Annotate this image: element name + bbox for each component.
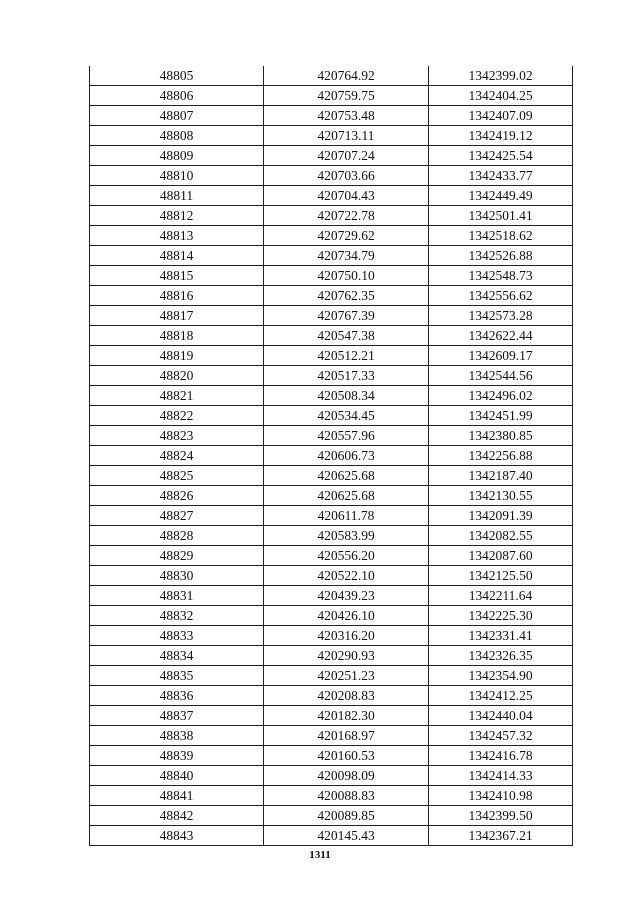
table-row <box>90 766 573 786</box>
y-coordinate-cell: 1342367.21 <box>429 826 573 846</box>
point-id-cell: 48815 <box>90 266 264 286</box>
x-coordinate-cell: 420182.30 <box>264 706 429 726</box>
x-coordinate-cell: 420557.96 <box>264 426 429 446</box>
x-coordinate-cell: 420753.48 <box>264 106 429 126</box>
table-row <box>90 186 573 206</box>
x-coordinate-cell: 420764.92 <box>264 66 429 86</box>
y-coordinate-cell: 1342609.17 <box>429 346 573 366</box>
table-row <box>90 806 573 826</box>
x-coordinate-cell: 420517.33 <box>264 366 429 386</box>
point-id-cell: 48818 <box>90 326 264 346</box>
point-id-cell: 48840 <box>90 766 264 786</box>
page-number: 1311 <box>309 849 331 861</box>
x-coordinate-cell: 420522.10 <box>264 566 429 586</box>
x-coordinate-cell: 420088.83 <box>264 786 429 806</box>
y-coordinate-cell: 1342501.41 <box>429 206 573 226</box>
y-coordinate-cell: 1342326.35 <box>429 646 573 666</box>
y-coordinate-cell: 1342087.60 <box>429 546 573 566</box>
table-row <box>90 786 573 806</box>
x-coordinate-cell: 420759.75 <box>264 86 429 106</box>
table-row <box>90 826 573 846</box>
table-row <box>90 226 573 246</box>
y-coordinate-cell: 1342399.50 <box>429 806 573 826</box>
point-id-cell: 48825 <box>90 466 264 486</box>
y-coordinate-cell: 1342548.73 <box>429 266 573 286</box>
point-id-cell: 48843 <box>90 826 264 846</box>
point-id-cell: 48835 <box>90 666 264 686</box>
x-coordinate-cell: 420145.43 <box>264 826 429 846</box>
point-id-cell: 48807 <box>90 106 264 126</box>
point-id-cell: 48812 <box>90 206 264 226</box>
x-coordinate-cell: 420611.78 <box>264 506 429 526</box>
table-body <box>90 66 573 846</box>
x-coordinate-cell: 420583.99 <box>264 526 429 546</box>
x-coordinate-cell: 420704.43 <box>264 186 429 206</box>
point-id-cell: 48826 <box>90 486 264 506</box>
y-coordinate-cell: 1342125.50 <box>429 566 573 586</box>
x-coordinate-cell: 420707.24 <box>264 146 429 166</box>
point-id-cell: 48809 <box>90 146 264 166</box>
point-id-cell: 48805 <box>90 66 264 86</box>
x-coordinate-cell: 420762.35 <box>264 286 429 306</box>
y-coordinate-cell: 1342256.88 <box>429 446 573 466</box>
point-id-cell: 48822 <box>90 406 264 426</box>
point-id-cell: 48814 <box>90 246 264 266</box>
y-coordinate-cell: 1342399.02 <box>429 66 573 86</box>
point-id-cell: 48837 <box>90 706 264 726</box>
x-coordinate-cell: 420750.10 <box>264 266 429 286</box>
y-coordinate-cell: 1342518.62 <box>429 226 573 246</box>
y-coordinate-cell: 1342440.04 <box>429 706 573 726</box>
table-row <box>90 746 573 766</box>
x-coordinate-cell: 420734.79 <box>264 246 429 266</box>
coordinate-table <box>89 66 573 846</box>
y-coordinate-cell: 1342622.44 <box>429 326 573 346</box>
point-id-cell: 48806 <box>90 86 264 106</box>
point-id-cell: 48827 <box>90 506 264 526</box>
x-coordinate-cell: 420251.23 <box>264 666 429 686</box>
point-id-cell: 48819 <box>90 346 264 366</box>
point-id-cell: 48829 <box>90 546 264 566</box>
x-coordinate-cell: 420098.09 <box>264 766 429 786</box>
y-coordinate-cell: 1342419.12 <box>429 126 573 146</box>
x-coordinate-cell: 420160.53 <box>264 746 429 766</box>
table-row <box>90 646 573 666</box>
y-coordinate-cell: 1342556.62 <box>429 286 573 306</box>
table-row <box>90 326 573 346</box>
point-id-cell: 48808 <box>90 126 264 146</box>
x-coordinate-cell: 420508.34 <box>264 386 429 406</box>
x-coordinate-cell: 420316.20 <box>264 626 429 646</box>
point-id-cell: 48813 <box>90 226 264 246</box>
table-row <box>90 166 573 186</box>
table-row <box>90 686 573 706</box>
table-row <box>90 286 573 306</box>
table-row <box>90 526 573 546</box>
y-coordinate-cell: 1342354.90 <box>429 666 573 686</box>
table-row <box>90 666 573 686</box>
table-row <box>90 146 573 166</box>
x-coordinate-cell: 420729.62 <box>264 226 429 246</box>
x-coordinate-cell: 420767.39 <box>264 306 429 326</box>
y-coordinate-cell: 1342404.25 <box>429 86 573 106</box>
point-id-cell: 48839 <box>90 746 264 766</box>
y-coordinate-cell: 1342211.64 <box>429 586 573 606</box>
y-coordinate-cell: 1342380.85 <box>429 426 573 446</box>
point-id-cell: 48830 <box>90 566 264 586</box>
table-row <box>90 626 573 646</box>
table-row <box>90 706 573 726</box>
x-coordinate-cell: 420713.11 <box>264 126 429 146</box>
table-row <box>90 206 573 226</box>
point-id-cell: 48833 <box>90 626 264 646</box>
point-id-cell: 48828 <box>90 526 264 546</box>
y-coordinate-cell: 1342416.78 <box>429 746 573 766</box>
table-row <box>90 446 573 466</box>
y-coordinate-cell: 1342130.55 <box>429 486 573 506</box>
y-coordinate-cell: 1342407.09 <box>429 106 573 126</box>
point-id-cell: 48821 <box>90 386 264 406</box>
x-coordinate-cell: 420606.73 <box>264 446 429 466</box>
y-coordinate-cell: 1342433.77 <box>429 166 573 186</box>
point-id-cell: 48838 <box>90 726 264 746</box>
x-coordinate-cell: 420439.23 <box>264 586 429 606</box>
table-row <box>90 346 573 366</box>
x-coordinate-cell: 420722.78 <box>264 206 429 226</box>
table-row <box>90 246 573 266</box>
point-id-cell: 48824 <box>90 446 264 466</box>
x-coordinate-cell: 420625.68 <box>264 486 429 506</box>
table-row <box>90 486 573 506</box>
y-coordinate-cell: 1342414.33 <box>429 766 573 786</box>
table-row <box>90 726 573 746</box>
y-coordinate-cell: 1342331.41 <box>429 626 573 646</box>
x-coordinate-cell: 420703.66 <box>264 166 429 186</box>
y-coordinate-cell: 1342526.88 <box>429 246 573 266</box>
point-id-cell: 48832 <box>90 606 264 626</box>
table-row <box>90 466 573 486</box>
y-coordinate-cell: 1342496.02 <box>429 386 573 406</box>
table-row <box>90 86 573 106</box>
x-coordinate-cell: 420089.85 <box>264 806 429 826</box>
x-coordinate-cell: 420426.10 <box>264 606 429 626</box>
point-id-cell: 48841 <box>90 786 264 806</box>
y-coordinate-cell: 1342412.25 <box>429 686 573 706</box>
y-coordinate-cell: 1342410.98 <box>429 786 573 806</box>
point-id-cell: 48836 <box>90 686 264 706</box>
table-row <box>90 606 573 626</box>
x-coordinate-cell: 420512.21 <box>264 346 429 366</box>
table-row <box>90 366 573 386</box>
point-id-cell: 48817 <box>90 306 264 326</box>
y-coordinate-cell: 1342544.56 <box>429 366 573 386</box>
y-coordinate-cell: 1342451.99 <box>429 406 573 426</box>
y-coordinate-cell: 1342082.55 <box>429 526 573 546</box>
x-coordinate-cell: 420290.93 <box>264 646 429 666</box>
point-id-cell: 48831 <box>90 586 264 606</box>
table-row <box>90 426 573 446</box>
x-coordinate-cell: 420556.20 <box>264 546 429 566</box>
table-row <box>90 386 573 406</box>
x-coordinate-cell: 420208.83 <box>264 686 429 706</box>
x-coordinate-cell: 420534.45 <box>264 406 429 426</box>
table-row <box>90 66 573 86</box>
y-coordinate-cell: 1342091.39 <box>429 506 573 526</box>
table-row <box>90 586 573 606</box>
table-row <box>90 506 573 526</box>
x-coordinate-cell: 420547.38 <box>264 326 429 346</box>
table-row <box>90 566 573 586</box>
x-coordinate-cell: 420625.68 <box>264 466 429 486</box>
point-id-cell: 48834 <box>90 646 264 666</box>
y-coordinate-cell: 1342457.32 <box>429 726 573 746</box>
point-id-cell: 48820 <box>90 366 264 386</box>
table-row <box>90 406 573 426</box>
y-coordinate-cell: 1342425.54 <box>429 146 573 166</box>
point-id-cell: 48823 <box>90 426 264 446</box>
y-coordinate-cell: 1342187.40 <box>429 466 573 486</box>
y-coordinate-cell: 1342573.28 <box>429 306 573 326</box>
point-id-cell: 48816 <box>90 286 264 306</box>
point-id-cell: 48811 <box>90 186 264 206</box>
table-row <box>90 126 573 146</box>
table-row <box>90 106 573 126</box>
table-row <box>90 546 573 566</box>
x-coordinate-cell: 420168.97 <box>264 726 429 746</box>
y-coordinate-cell: 1342225.30 <box>429 606 573 626</box>
point-id-cell: 48810 <box>90 166 264 186</box>
point-id-cell: 48842 <box>90 806 264 826</box>
table-row <box>90 266 573 286</box>
table-row <box>90 306 573 326</box>
y-coordinate-cell: 1342449.49 <box>429 186 573 206</box>
